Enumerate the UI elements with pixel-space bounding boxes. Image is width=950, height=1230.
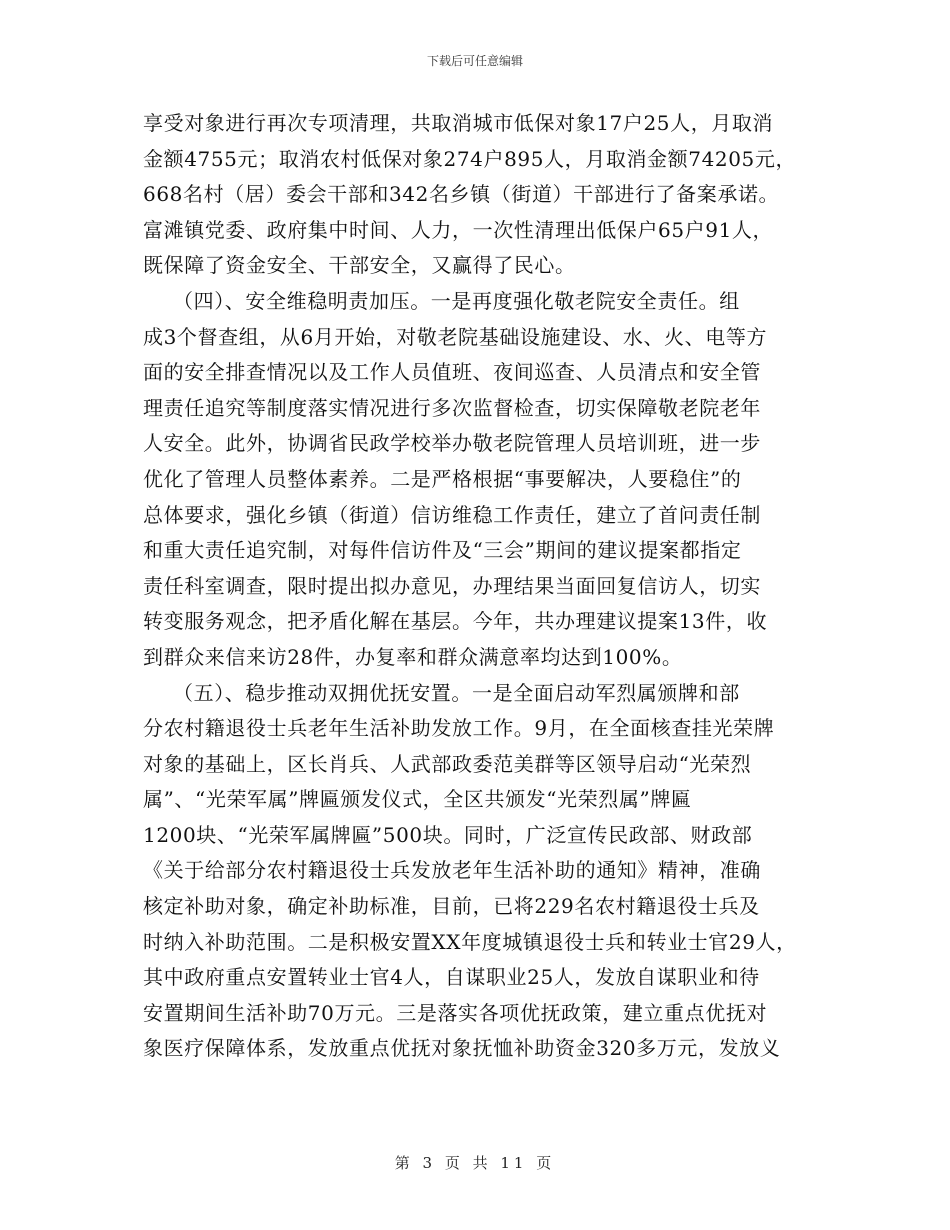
text-line: 优化了管理人员整体素养。二是严格根据“事要解决，人要稳住”的 bbox=[143, 466, 742, 491]
text-line: 富滩镇党委、政府集中时间、人力，一次性清理出低保户65户91人， bbox=[143, 217, 774, 242]
text-line: 核定补助对象，确定补助标准，目前，已将229名农村籍退役士兵及 bbox=[143, 894, 760, 919]
text-line: （四）、安全维稳明责加压。一是再度强化敬老院安全责任。组 bbox=[173, 288, 740, 313]
text-line: 对象的基础上，区长肖兵、人武部政委范美群等区领导启动“光荣烈 bbox=[143, 751, 752, 776]
text-line: 享受对象进行再次专项清理，共取消城市低保对象17户25人，月取消 bbox=[143, 111, 774, 135]
text-line: 《关于给部分农村籍退役士兵发放老年生活补助的通知》精神，准确 bbox=[143, 858, 761, 883]
text-line: 时纳入补助范围。二是积极安置XX年度城镇退役士兵和转业士官29人， bbox=[143, 929, 797, 954]
text-line: 责任科室调查，限时提出拟办意见，办理结果当面回复信访人，切实 bbox=[143, 573, 761, 598]
text-line: 转变服务观念，把矛盾化解在基层。今年，共办理建议提案13件，收 bbox=[143, 609, 768, 634]
paragraph-2 bbox=[143, 284, 833, 676]
text-line: 既保障了资金安全、干部安全，又赢得了民心。 bbox=[143, 253, 576, 278]
page-number: 第 3 页 共 11 页 bbox=[394, 1154, 556, 1172]
text-line: 人安全。此外，协调省民政学校举办敬老院管理人员培训班，进一步 bbox=[143, 431, 761, 456]
text-line: 理责任追究等制度落实情况进行多次监督检查，切实保障敬老院老年 bbox=[143, 395, 761, 420]
text-line: 成3个督查组，从6月开始，对敬老院基础设施建设、水、火、电等方 bbox=[143, 324, 768, 349]
text-line: 安置期间生活补助70万元。三是落实各项优抚政策，建立重点优抚对 bbox=[143, 1000, 768, 1025]
text-line: （五）、稳步推动双拥优抚安置。一是全面启动军烈属颁牌和部 bbox=[173, 680, 740, 705]
text-line: 总体要求，强化乡镇（街道）信访维稳工作责任，建立了首问责任制 bbox=[143, 502, 761, 527]
text-line: 金额4755元；取消农村低保对象274户895人，月取消金额74205元， bbox=[143, 146, 797, 171]
page-header-note: 下载后可任意编辑 bbox=[426, 54, 523, 68]
text-line: 象医疗保障体系，发放重点优抚对象抚恤补助资金320多万元，发放义 bbox=[143, 1036, 781, 1061]
text-line: 面的安全排查情况以及工作人员值班、夜间巡查、人员清点和安全管 bbox=[143, 360, 761, 385]
text-line: 到群众来信来访28件，办复率和群众满意率均达到100%。 bbox=[143, 644, 683, 669]
document-body bbox=[143, 106, 833, 1067]
paragraph-1 bbox=[143, 106, 833, 284]
text-line: 属”、“光荣军属”牌匾颁发仪式，全区共颁发“光荣烈属”牌匾 bbox=[143, 787, 692, 812]
paragraph-3 bbox=[143, 676, 833, 1068]
text-line: 分农村籍退役士兵老年生活补助发放工作。9月，在全面核查挂光荣牌 bbox=[143, 716, 775, 741]
text-line: 和重大责任追究制，对每件信访件及“三会”期间的建议提案都指定 bbox=[143, 538, 742, 563]
text-line: 668名村（居）委会干部和342名乡镇（街道）干部进行了备案承诺。 bbox=[143, 182, 780, 207]
text-line: 1200块、“光荣军属牌匾”500块。同时，广泛宣传民政部、财政部 bbox=[143, 822, 753, 847]
text-line: 其中政府重点安置转业士官4人，自谋职业25人，发放自谋职业和待 bbox=[143, 965, 760, 990]
